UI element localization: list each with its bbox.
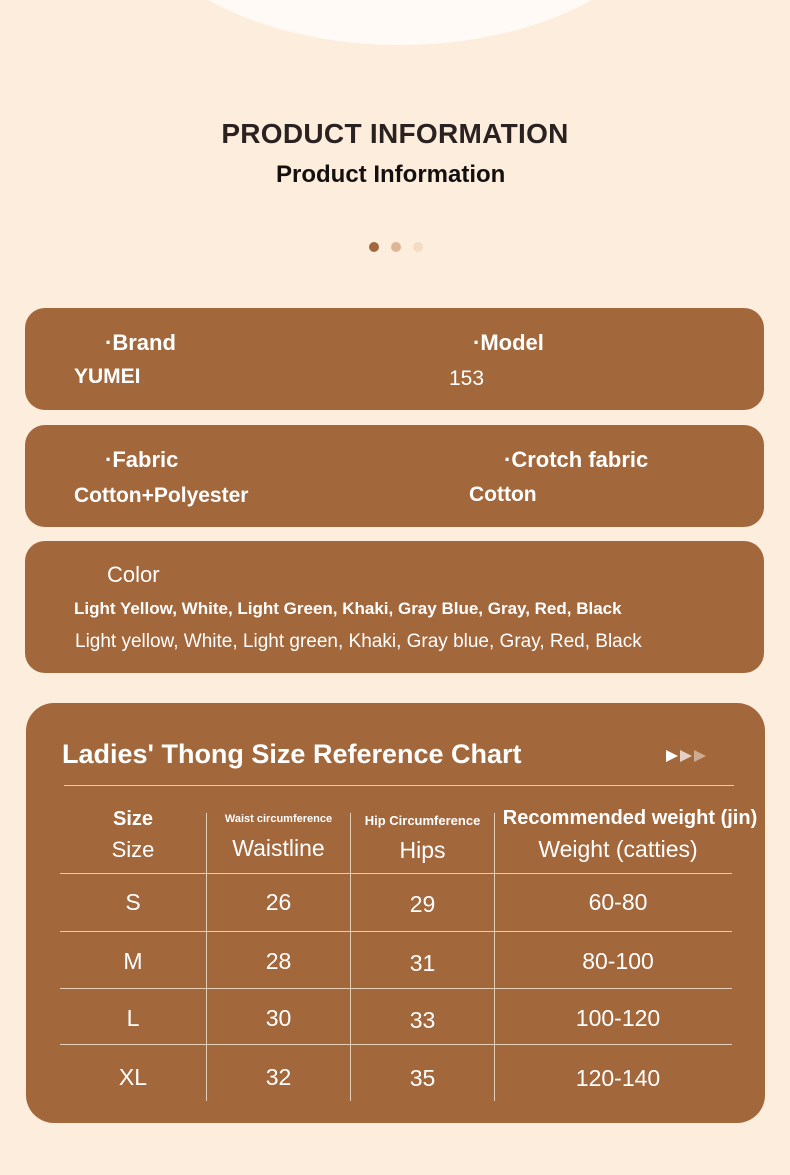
table-cell-waist: 32 xyxy=(265,1064,292,1090)
color-label: Color xyxy=(107,562,160,587)
table-cell-weight: 120-140 xyxy=(575,1065,661,1091)
table-cell-size: M xyxy=(123,948,143,974)
header-weight-bottom: Weight (catties) xyxy=(538,836,698,862)
play-arrows-icon xyxy=(666,750,706,762)
title-divider xyxy=(64,785,734,786)
table-cell-waist: 30 xyxy=(265,1005,292,1031)
fabric-value: Cotton+Polyester xyxy=(74,484,249,507)
model-value: 153 xyxy=(449,367,485,390)
pager-dot-2[interactable] xyxy=(391,242,401,252)
color-card xyxy=(25,541,764,673)
pager-dot-1[interactable] xyxy=(369,242,379,252)
size-chart-title: Ladies' Thong Size Reference Chart xyxy=(62,739,522,769)
table-cell-weight: 60-80 xyxy=(588,889,648,915)
header-hip-top: Hip Circumference xyxy=(364,813,481,828)
header-weight-top: Recommended weight (jin) xyxy=(502,807,758,829)
pager-dot-3[interactable] xyxy=(413,242,423,252)
table-cell-hip: 31 xyxy=(409,950,436,976)
table-cell-hip: 35 xyxy=(409,1065,436,1091)
header-waist-bottom: Waistline xyxy=(232,835,325,861)
table-cell-hip: 33 xyxy=(409,1007,436,1033)
page-title: PRODUCT INFORMATION xyxy=(221,118,569,149)
brand-label: ·Brand xyxy=(105,330,176,355)
table-cell-hip: 29 xyxy=(409,891,436,917)
table-cell-weight: 80-100 xyxy=(582,948,654,974)
top-decorative-arc xyxy=(130,0,670,45)
color-value-primary: Light Yellow, White, Light Green, Khaki, Gray Blue, Gray, Red, Black xyxy=(74,599,622,618)
table-cell-size: XL xyxy=(118,1064,148,1090)
table-cell-waist: 28 xyxy=(265,948,292,974)
row-divider xyxy=(60,931,732,932)
page-subtitle: Product Information xyxy=(276,161,506,188)
fabric-label: ·Fabric xyxy=(105,447,179,472)
brand-value: YUMEI xyxy=(74,365,141,388)
header-hip-bottom: Hips xyxy=(399,837,446,863)
table-cell-waist: 26 xyxy=(265,889,292,915)
crotch-fabric-label: ·Crotch fabric xyxy=(504,447,649,472)
header-size-top: Size xyxy=(112,808,154,830)
header-waist-top: Waist circumference xyxy=(224,813,333,825)
pager-dots xyxy=(369,242,423,252)
model-label: ·Model xyxy=(473,330,544,355)
row-divider xyxy=(60,988,732,989)
crotch-fabric-value: Cotton xyxy=(469,483,537,506)
color-value-secondary: Light yellow, White, Light green, Khaki, Gray blue, Gray, Red, Black xyxy=(75,631,642,652)
table-cell-size: L xyxy=(126,1005,140,1031)
table-cell-weight: 100-120 xyxy=(575,1005,661,1031)
fabric-card xyxy=(25,425,764,527)
size-chart-card xyxy=(26,703,765,1123)
row-divider xyxy=(60,873,732,874)
table-cell-size: S xyxy=(125,889,141,915)
header-size-bottom: Size xyxy=(111,837,155,862)
row-divider xyxy=(60,1044,732,1045)
brand-model-card xyxy=(25,308,764,410)
